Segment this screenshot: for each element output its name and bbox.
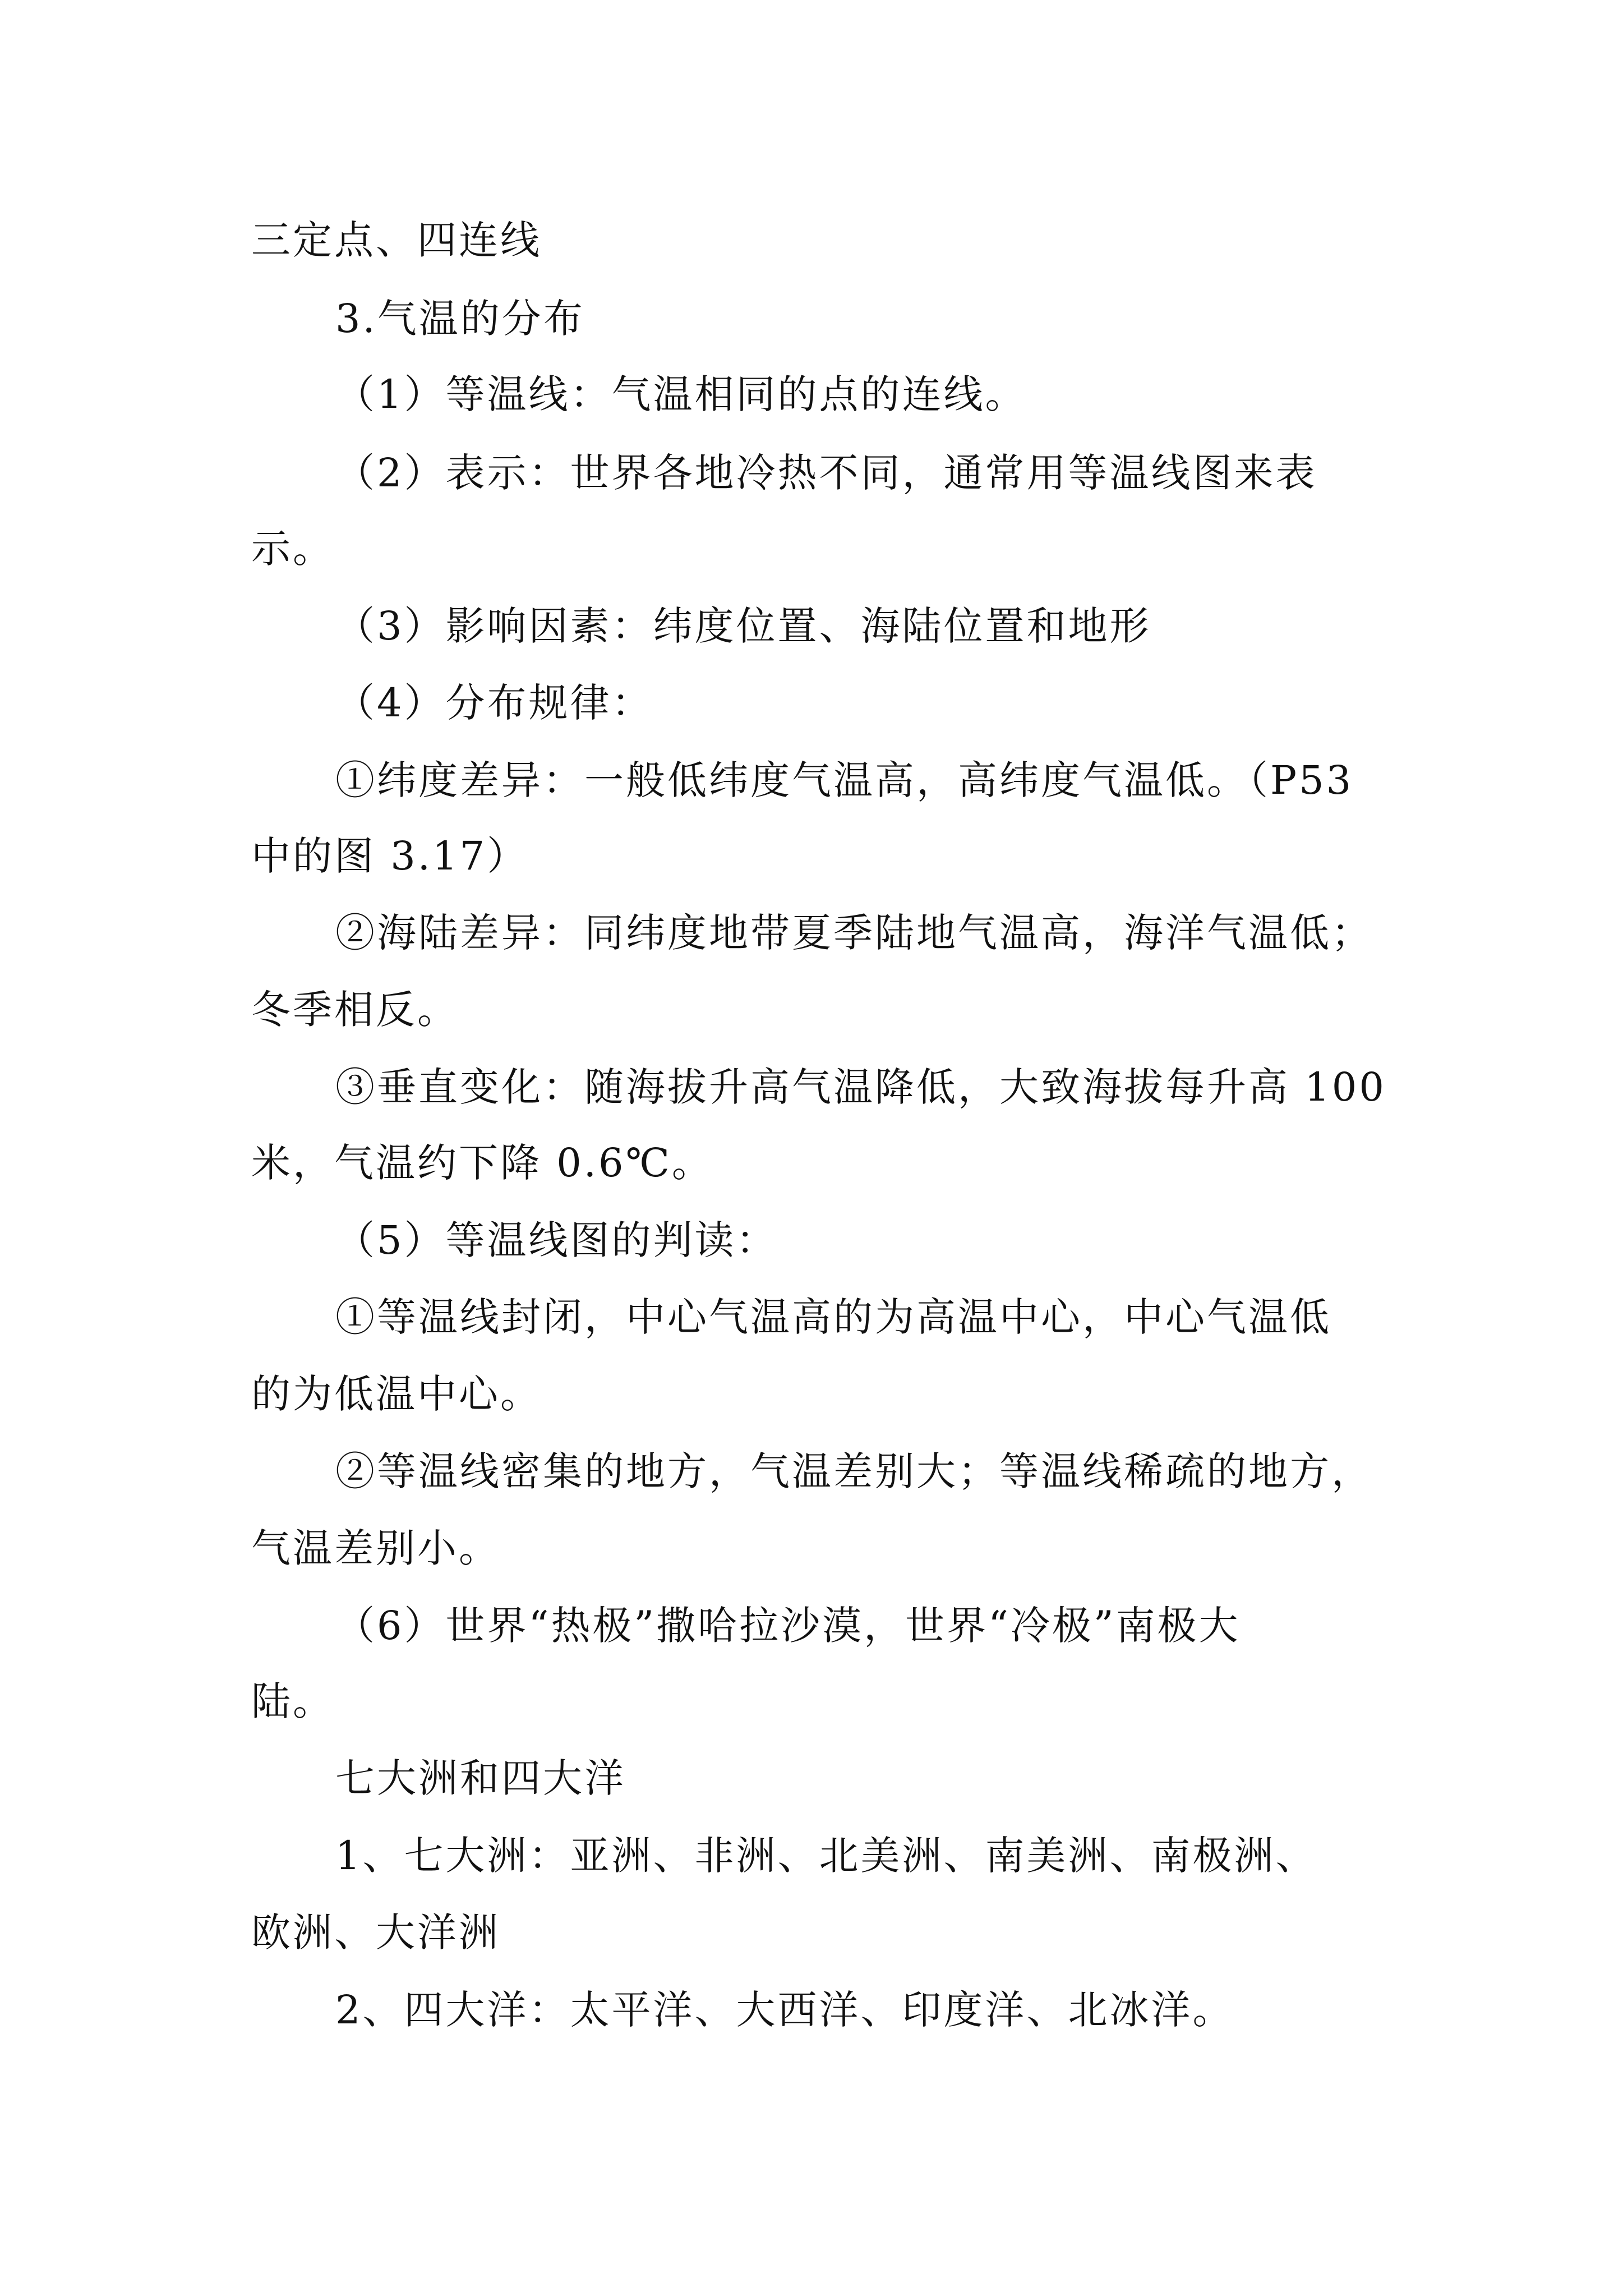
text-line-20: 陆。 xyxy=(251,1678,334,1724)
text-line-17: ②等温线密集的地方，气温差别大；等温线稀疏的地方， xyxy=(335,1448,1373,1494)
text-line-10: ②海陆差异：同纬度地带夏季陆地气温高，海洋气温低； xyxy=(335,910,1373,956)
section-heading-temperature-distribution: 3.气温的分布 xyxy=(335,296,585,342)
text-line-22: 1、七大洲：亚洲、非洲、北美洲、南美洲、南极洲、 xyxy=(335,1833,1317,1879)
text-line-1: 三定点、四连线 xyxy=(251,217,542,263)
text-line-8: ①纬度差异：一般低纬度气温高，高纬度气温低。（P53 xyxy=(335,757,1354,803)
text-line-16: 的为低温中心。 xyxy=(251,1371,542,1417)
text-line-13: 米，气温约下降 0.6℃。 xyxy=(251,1140,713,1186)
text-line-12: ③垂直变化：随海拔升高气温降低，大致海拔每升高 100 xyxy=(335,1064,1386,1110)
text-line-15: ①等温线封闭，中心气温高的为高温中心，中心气温低 xyxy=(335,1294,1331,1340)
text-line-9: 中的图 3.17） xyxy=(251,833,529,879)
text-line-14: （5）等温线图的判读： xyxy=(335,1217,778,1263)
text-line-11: 冬季相反。 xyxy=(251,987,459,1033)
text-line-7: （4）分布规律： xyxy=(335,680,653,726)
text-line-6: （3）影响因素：纬度位置、海陆位置和地形 xyxy=(335,603,1151,649)
text-line-24: 2、四大洋：太平洋、大西洋、印度洋、北冰洋。 xyxy=(335,1987,1234,2033)
text-line-5: 示。 xyxy=(251,526,334,572)
text-line-19: （6）世界“热极”撒哈拉沙漠，世界“冷极”南极大 xyxy=(335,1603,1241,1649)
section-heading-continents-oceans: 七大洲和四大洋 xyxy=(335,1755,626,1801)
text-line-3: （1）等温线：气温相同的点的连线。 xyxy=(335,371,1027,417)
text-line-18: 气温差别小。 xyxy=(251,1525,500,1571)
text-line-4: （2）表示：世界各地冷热不同，通常用等温线图来表 xyxy=(335,450,1317,496)
text-line-23: 欧洲、大洋洲 xyxy=(251,1910,500,1955)
